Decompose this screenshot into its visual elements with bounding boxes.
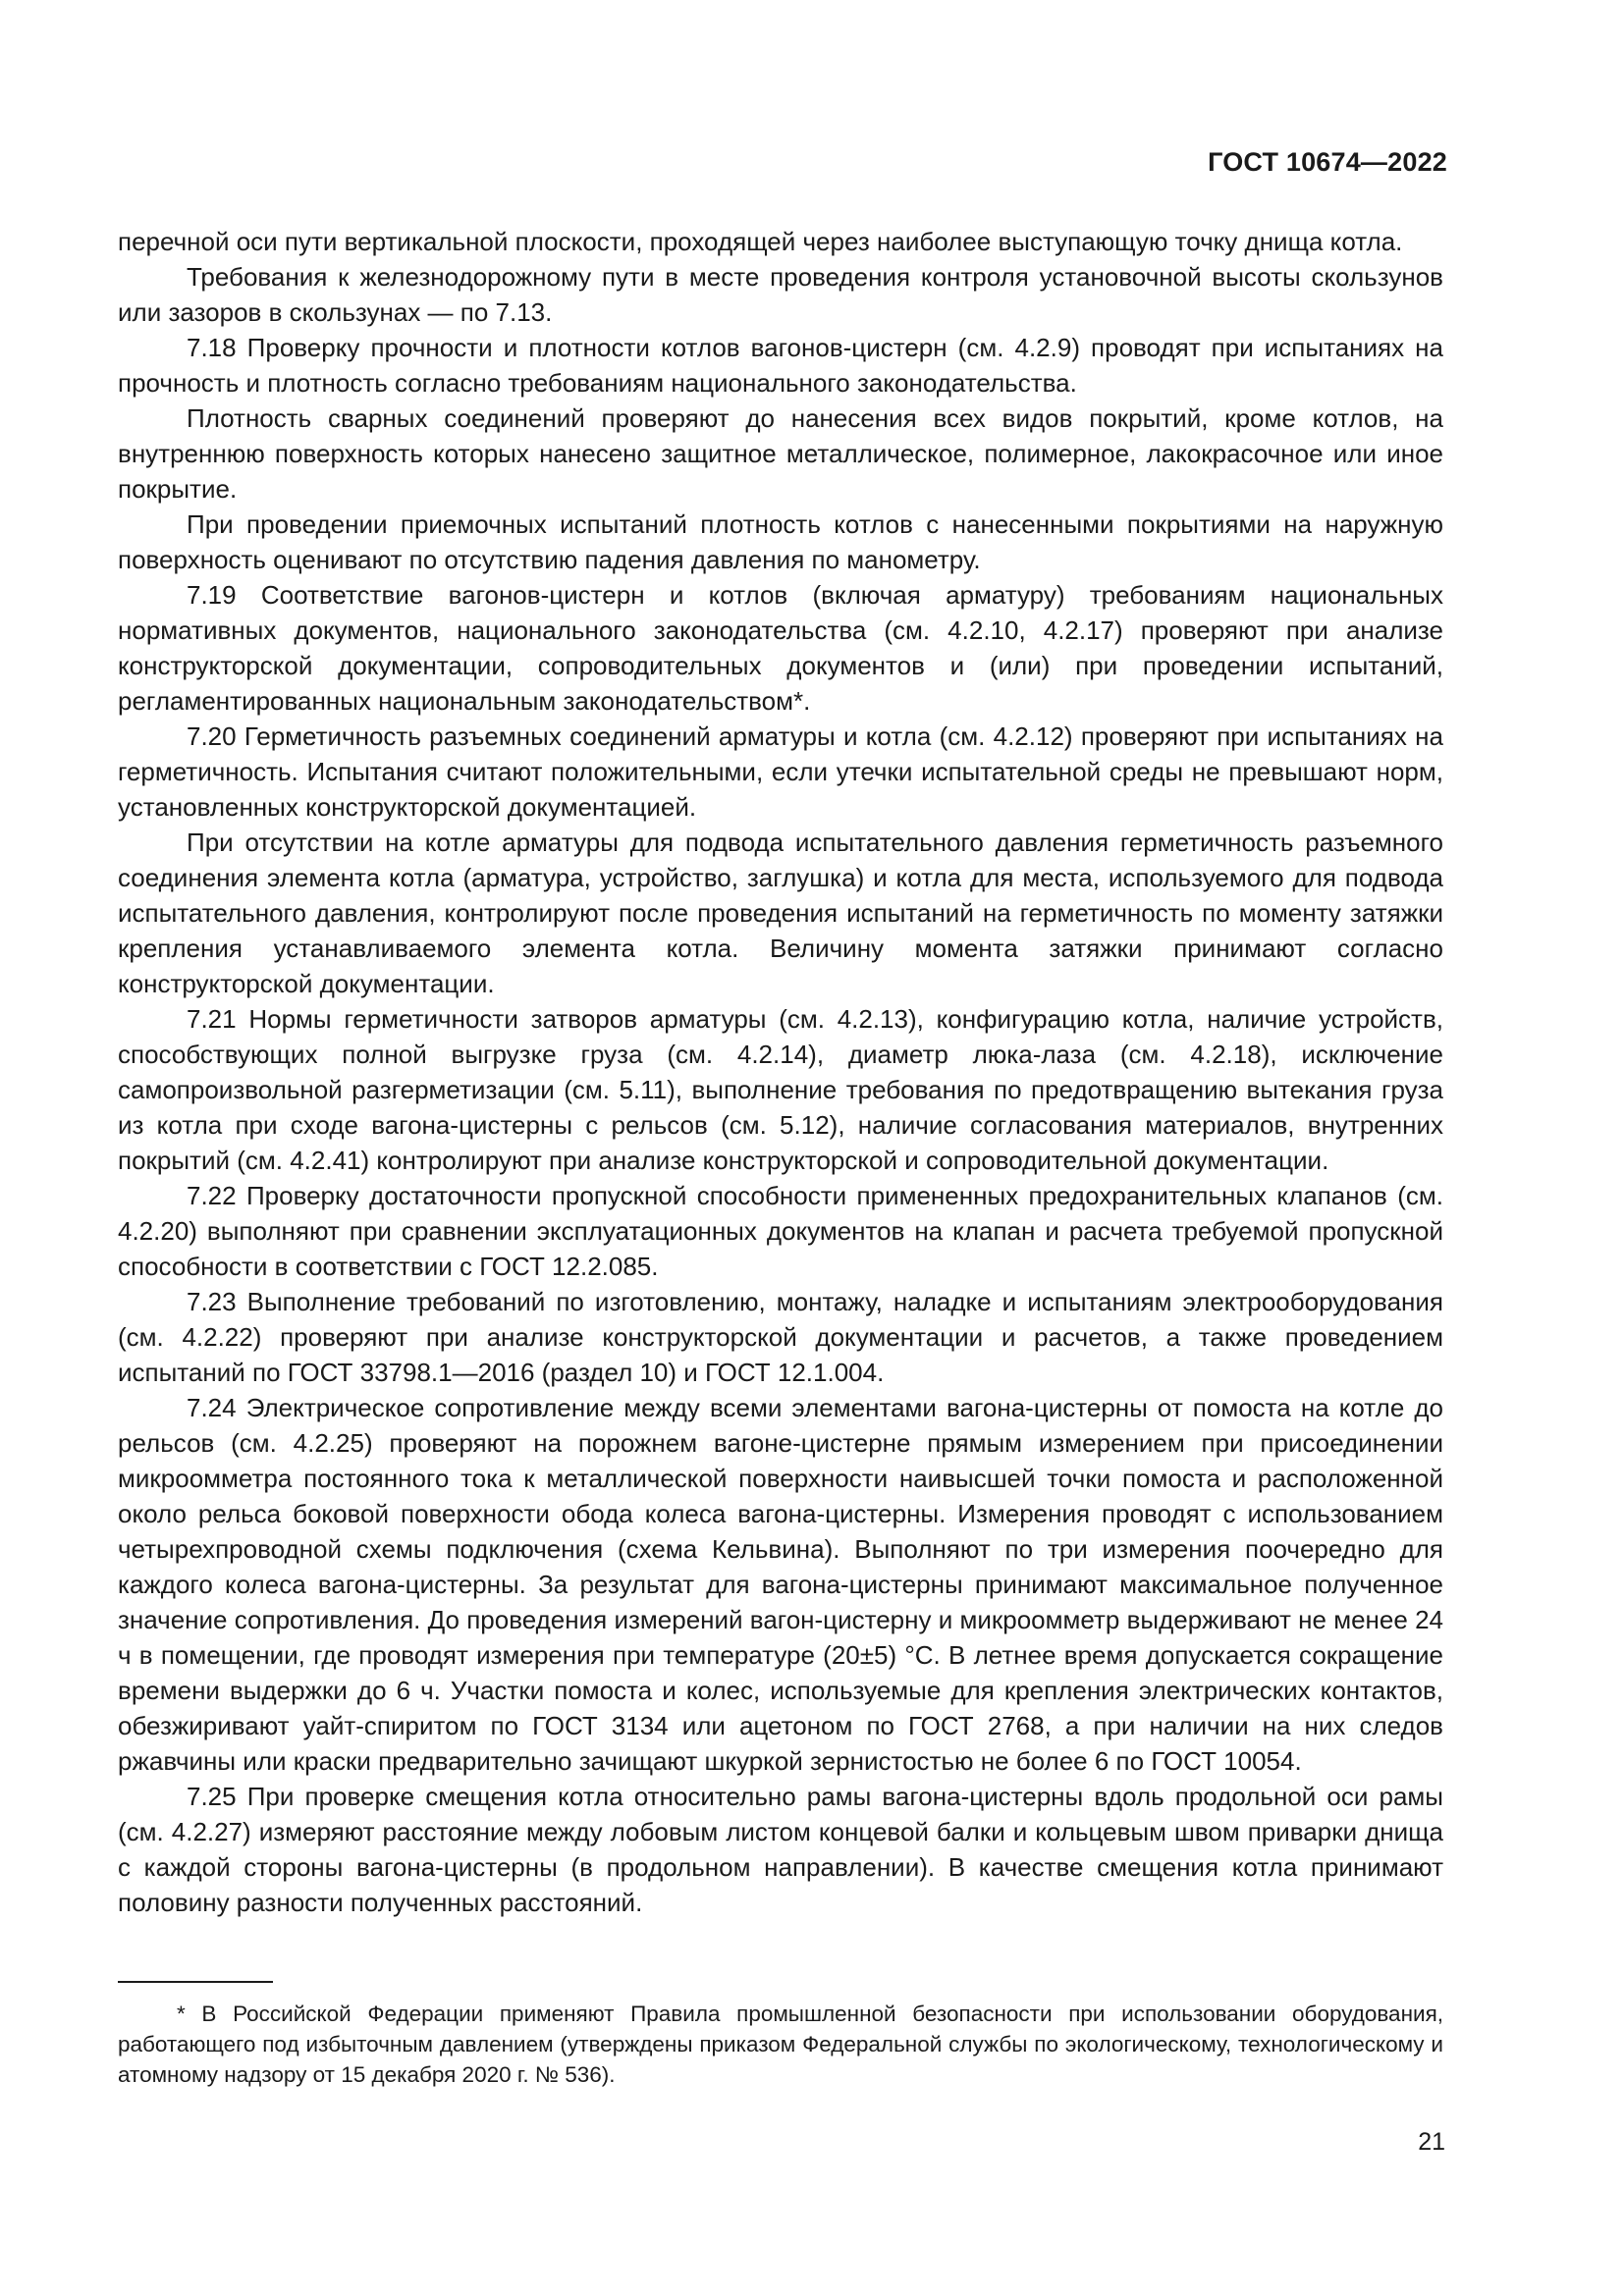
document-header: ГОСТ 10674—2022 xyxy=(1208,147,1447,177)
footnote: * В Российской Федерации применяют Правила промышленной безопасности при использовании оборудования, работающего под избыточным давлением (утверждены приказом Федеральной службы по экологическому, технологическому и атомному надзору от 15 декабря 2020 г. № 536). xyxy=(118,2002,1443,2087)
paragraph: Требования к железнодорожному пути в месте проведения контроля установочной высоты скользунов или зазоров в скользунах — по 7.13. xyxy=(118,262,1443,327)
paragraph: При отсутствии на котле арматуры для подвода испытательного давления герметичность разъемного соединения элемента котла (арматура, устройство, заглушка) и котла для места, используемого для подвода испытательного давления, контролируют после проведения испытаний на герметичность по моменту затяжки крепления устанавливаемого элемента котла. Величину момента затяжки принимают согласно конструкторской документации. xyxy=(118,828,1443,998)
clause-7-24: 7.24 Электрическое сопротивление между всеми элементами вагона-цистерны от помоста на котле до рельсов (см. 4.2.25) проверяют на порожнем вагоне-цистерне прямым измерением при присоединении микроомметра постоянного тока к металлической поверхности наивысшей точки помоста и расположенной около рельса боковой поверхности обода колеса вагона-цистерны. Измерения проводят с использованием четырехпроводной схемы подключения (схема Кельвина). Выполняют по три измерения поочередно для каждого колеса вагона-цистерны. За результат для вагона-цистерны принимают максимальное полученное значение сопротивления. До проведения измерений вагон-цистерну и микроомметр выдерживают не менее 24 ч в помещении, где проводят измерения при температуре (20±5) °C. В летнее время допускается сокращение времени выдержки до 6 ч. Участки помоста и колес, используемые для крепления электрических контактов, обезжиривают уайт-спиритом по ГОСТ 3134 или ацетоном по ГОСТ 2768, а при наличии на них следов ржавчины или краски предварительно зачищают шкуркой зернистостью не более 6 по ГОСТ 10054. xyxy=(118,1393,1443,1776)
clause-7-19: 7.19 Соответствие вагонов-цистерн и котлов (включая арматуру) требованиям национальных нормативных документов, национального законодательства (см. 4.2.10, 4.2.17) проверяют при анализе конструкторской документации, сопроводительных документов и (или) при проведении испытаний, регламентированных национальным законодательством*. xyxy=(118,580,1443,716)
paragraph: Плотность сварных соединений проверяют до нанесения всех видов покрытий, кроме котлов, на внутреннюю поверхность которых нанесено защитное металлическое, полимерное, лакокрасочное или иное покрытие. xyxy=(118,403,1443,504)
clause-7-22: 7.22 Проверку достаточности пропускной способности примененных предохранительных клапанов (см. 4.2.20) выполняют при сравнении эксплуатационных документов на клапан и расчета требуемой пропускной способности в соответствии с ГОСТ 12.2.085. xyxy=(118,1181,1443,1281)
paragraph: При проведении приемочных испытаний плотность котлов с нанесенными покрытиями на наружную поверхность оценивают по отсутствию падения давления по манометру. xyxy=(118,509,1443,574)
clause-7-25: 7.25 При проверке смещения котла относительно рамы вагона-цистерны вдоль продольной оси рамы (см. 4.2.27) измеряют расстояние между лобовым листом концевой балки и кольцевым швом приварки днища с каждой стороны вагона-цистерны (в продольном направлении). В качестве смещения котла принимают половину разности полученных расстояний. xyxy=(118,1782,1443,1917)
clause-7-21: 7.21 Нормы герметичности затворов арматуры (см. 4.2.13), конфигурацию котла, наличие устройств, способствующих полной выгрузке груза (см. 4.2.14), диаметр люка-лаза (см. 4.2.18), исключение самопроизвольной разгерметизации (см. 5.11), выполнение требования по предотвращению вытекания груза из котла при сходе вагона-цистерны с рельсов (см. 5.12), наличие согласования материалов, внутренних покрытий (см. 4.2.41) контролируют при анализе конструкторской и сопроводительной документации. xyxy=(118,1004,1443,1175)
page-number: 21 xyxy=(1418,2128,1445,2156)
paragraph-continuation: перечной оси пути вертикальной плоскости, проходящей через наиболее выступающую точку днища котла. xyxy=(118,227,1403,256)
document-body xyxy=(118,224,1443,1920)
clause-7-20: 7.20 Герметичность разъемных соединений арматуры и котла (см. 4.2.12) проверяют при испытаниях на герметичность. Испытания считают положительными, если утечки испытательной среды не превышают норм, установленных конструкторской документацией. xyxy=(118,721,1443,822)
clause-7-23: 7.23 Выполнение требований по изготовлению, монтажу, наладке и испытаниям электрооборудования (см. 4.2.22) проверяют при анализе конструкторской документации и расчетов, а также проведением испытаний по ГОСТ 33798.1—2016 (раздел 10) и ГОСТ 12.1.004. xyxy=(118,1287,1443,1387)
clause-7-18: 7.18 Проверку прочности и плотности котлов вагонов-цистерн (см. 4.2.9) проводят при испытаниях на прочность и плотность согласно требованиям национального законодательства. xyxy=(118,333,1443,398)
footnote-divider xyxy=(118,1981,273,1983)
